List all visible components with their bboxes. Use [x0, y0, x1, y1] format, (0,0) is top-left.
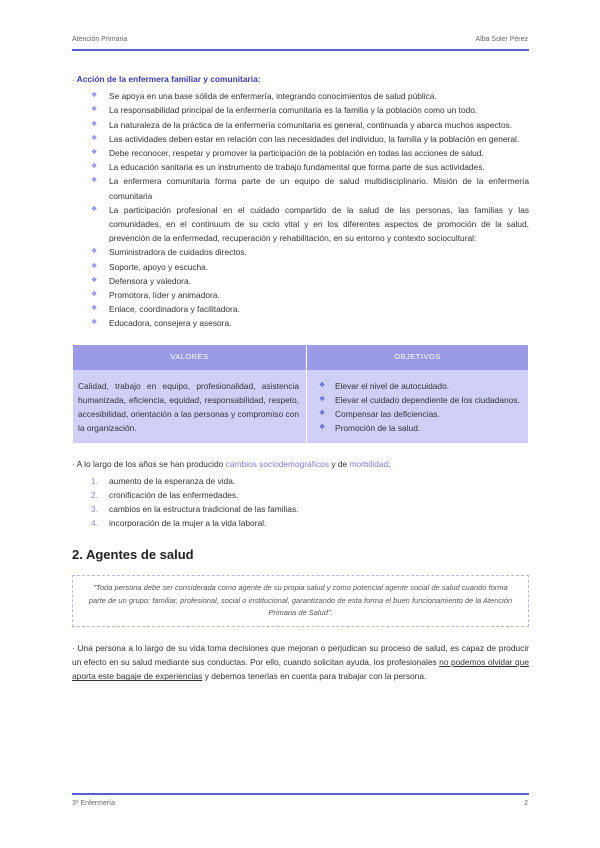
action-item: [91, 260, 529, 274]
diamond-bullet-icon: ❖: [319, 424, 326, 432]
action-item: [91, 160, 529, 174]
action-item: [91, 118, 529, 132]
objetivos-list: [315, 379, 523, 436]
action-item-text: Defensora y valedora.: [109, 275, 191, 286]
objective-item: [319, 407, 523, 421]
action-item: [91, 146, 529, 160]
change-item: [91, 516, 529, 530]
diamond-bullet-icon: ❖: [91, 134, 98, 142]
action-item: [91, 174, 529, 202]
change-number: 3.: [91, 504, 98, 515]
action-list: [72, 89, 529, 330]
objective-text: Elevar el nivel de autocuidado.: [335, 380, 450, 391]
change-number: 4.: [91, 518, 98, 529]
diamond-bullet-icon: ❖: [91, 163, 98, 171]
action-item: [91, 132, 529, 146]
action-heading: [72, 72, 529, 88]
action-item: [91, 245, 529, 259]
agent-paragraph: [72, 641, 529, 684]
agent-paragraph-underlined: no podemos olvidar que aporta este bagaje de experiencias: [72, 657, 529, 682]
diamond-bullet-icon: ❖: [319, 381, 326, 389]
action-item-text: Enlace, coordinadora y facilitadora.: [109, 304, 240, 315]
health-agent-quote: "Toda persona debe ser considerada como agente de su propia salud y como potencial agente social de salud cuando forma parte de un grupo: familiar, profesional, social o institucional, garantizando de esta forma el buen funcionamiento de la Atención Primaria de Salud".: [72, 575, 529, 627]
action-item: [91, 316, 529, 330]
sociodemographic-link[interactable]: cambios sociodemográficos: [225, 459, 329, 470]
action-item-text: Educadora, consejera y asesora.: [109, 318, 232, 329]
objective-item: [319, 421, 523, 435]
change-text: incorporación de la mujer a la vida laboral.: [109, 518, 267, 529]
change-text: cambios en la estructura tradicional de las familias.: [109, 504, 299, 515]
diamond-bullet-icon: ❖: [91, 276, 98, 284]
diamond-bullet-icon: ❖: [91, 92, 98, 100]
heading-bullet: ·: [72, 77, 75, 84]
action-item: [91, 203, 529, 246]
objective-item: [319, 379, 523, 393]
values-objectives-table: [72, 345, 529, 444]
objetivos-header: OBJETIVOS: [307, 345, 528, 370]
action-item: [91, 288, 529, 302]
change-item: [91, 474, 529, 488]
action-item-text: Soporte, apoyo y escucha.: [109, 261, 209, 272]
change-number: 2.: [91, 489, 98, 500]
action-item-text: Debe reconocer, respetar y promover la participación de la población en todas las acciones de salud.: [109, 148, 484, 159]
diamond-bullet-icon: ❖: [319, 410, 326, 418]
valores-cell: Calidad, trabajo en equipo, profesionalidad, asistencia humanizada, eficiencia, equidad, responsabilidad, respeto, accesibilidad, orientación a las personas y compromiso con la organización.: [73, 370, 306, 444]
action-item-text: La responsabilidad principal de la enfermería comunitaria es la familia y la población como un todo.: [109, 105, 478, 116]
action-heading-title: Acción de la enfermera familiar y comunitaria:: [76, 74, 261, 84]
changes-intro: [72, 457, 529, 471]
action-item-text: Se apoya en una base sólida de enfermería, integrando conocimientos de salud pública.: [109, 91, 437, 102]
diamond-bullet-icon: ❖: [91, 248, 98, 256]
footer-rule: [72, 793, 529, 795]
header-right-text: Alba Soler Pérez: [475, 36, 528, 43]
change-text: cronificación de las enfermedades.: [109, 489, 239, 500]
change-item: [91, 502, 529, 516]
diamond-bullet-icon: ❖: [91, 262, 98, 270]
diamond-bullet-icon: ❖: [91, 177, 98, 185]
action-item-text: La enfermera comunitaria forma parte de un equipo de salud multidisciplinario. Misión de la enfermería comunitaria: [109, 176, 529, 201]
action-item-text: Promotora, líder y animadora.: [109, 290, 220, 301]
agent-paragraph-start: · Una persona a lo largo de su vida toma decisiones que mejoran o perjudican su proceso de salud, es capaz de producir un efecto en su salud mediante sus conductas. Por ello, cuando solicitan ayuda, los profesionales: [72, 642, 529, 668]
diamond-bullet-icon: ❖: [91, 291, 98, 299]
diamond-bullet-icon: ❖: [91, 305, 98, 313]
action-item: [91, 103, 529, 117]
objective-text: Compensar las deficiencias.: [335, 409, 440, 420]
objective-text: Promoción de la salud.: [335, 423, 421, 434]
header-left-text: Atención Primaria: [72, 36, 128, 43]
change-item: [91, 488, 529, 502]
diamond-bullet-icon: ❖: [91, 319, 98, 327]
action-item: [91, 274, 529, 288]
changes-middle: y de: [329, 459, 350, 470]
header-rule: [72, 49, 529, 51]
diamond-bullet-icon: ❖: [91, 106, 98, 114]
action-item-text: La naturaleza de la práctica de la enfermería comunitaria es general, continuada y abarca muchos aspectos.: [109, 119, 513, 130]
diamond-bullet-icon: ❖: [91, 149, 98, 157]
agent-paragraph-end: y debemos tenerlas en cuenta para trabajar con la persona.: [202, 671, 427, 682]
section-2-title: 2. Agentes de salud: [72, 547, 194, 563]
morbidity-link[interactable]: morbilidad: [349, 459, 389, 470]
objective-text: Elevar el cuidado dependiente de los ciudadanos.: [335, 394, 520, 405]
objetivos-cell: [307, 370, 528, 444]
changes-prefix: · A lo largo de los años se han producido: [72, 459, 226, 470]
action-item: [91, 89, 529, 103]
diamond-bullet-icon: ❖: [319, 395, 326, 403]
valores-header: VALORES: [73, 345, 306, 370]
change-number: 1.: [91, 475, 98, 486]
objective-item: [319, 393, 523, 407]
diamond-bullet-icon: ❖: [91, 205, 98, 213]
action-item-text: La educación sanitaria es un instrumento de trabajo fundamental que forma parte de sus actividades.: [109, 162, 485, 173]
changes-list: [72, 474, 529, 531]
footer-course: 3º Enfermería: [72, 800, 116, 807]
action-item-text: La participación profesional en el cuidado compartido de la salud de las personas, las familias y las comunidades, en el continuum de su ciclo vital y en los diferentes aspectos de promoción de la salud, prevención de la enfermedad, recuperación y rehabilitación, en su entorno y contexto sociocultural:: [109, 204, 529, 244]
change-text: aumento de la esperanza de vida.: [109, 475, 236, 486]
page-body: [72, 72, 529, 684]
page-number: 2: [524, 800, 528, 807]
action-item: [91, 302, 529, 316]
changes-suffix: :: [388, 459, 391, 470]
action-item-text: Las actividades deben estar en relación con las necesidades del individuo, la familia y la población en general.: [109, 133, 520, 144]
diamond-bullet-icon: ❖: [91, 120, 98, 128]
action-item-text: Suministradora de cuidados directos.: [109, 247, 247, 258]
